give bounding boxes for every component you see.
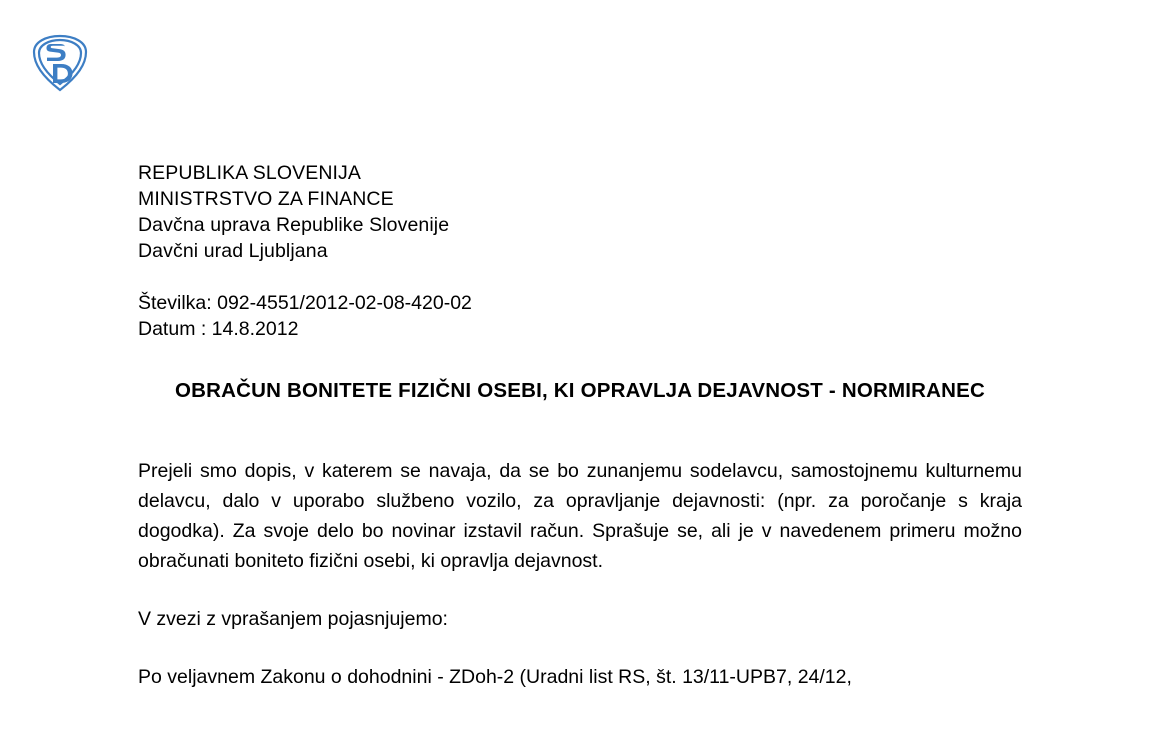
paragraph: Prejeli smo dopis, v katerem se navaja, da se bo zunanjemu sodelavcu, samostojnemu kulturnemu delavcu, dalo v uporabo službeno vozilo, za opravljanje dejavnosti: (npr. za poročanje s kraja dogodka). Za svoje delo bo novinar izstavil račun. Sprašuje se, ali je v navedenem primeru možno obračunati boniteto fizični osebi, ki opravlja dejavnost. — [138, 460, 1022, 572]
reference-number: Številka: 092-4551/2012-02-08-420-02 — [138, 292, 472, 314]
sd-emblem-logo-icon — [20, 30, 100, 98]
organization-block — [138, 160, 1022, 264]
organization-line: REPUBLIKA SLOVENIJA — [138, 162, 361, 184]
reference-block — [138, 290, 1022, 342]
document-content — [138, 160, 1022, 692]
document-title: OBRAČUN BONITETE FIZIČNI OSEBI, KI OPRAVLJA DEJAVNOST - NORMIRANEC — [174, 379, 986, 402]
reference-date: Datum : 14.8.2012 — [138, 318, 299, 340]
paragraph: Po veljavnem Zakonu o dohodnini - ZDoh-2 (Uradni list RS, št. 13/11-UPB7, 24/12, — [138, 666, 852, 688]
organization-line: Davčna uprava Republike Slovenije — [138, 214, 450, 236]
organization-line: Davčni urad Ljubljana — [138, 240, 328, 262]
organization-line: MINISTRSTVO ZA FINANCE — [138, 188, 394, 210]
paragraph: V zvezi z vprašanjem pojasnjujemo: — [138, 608, 448, 630]
